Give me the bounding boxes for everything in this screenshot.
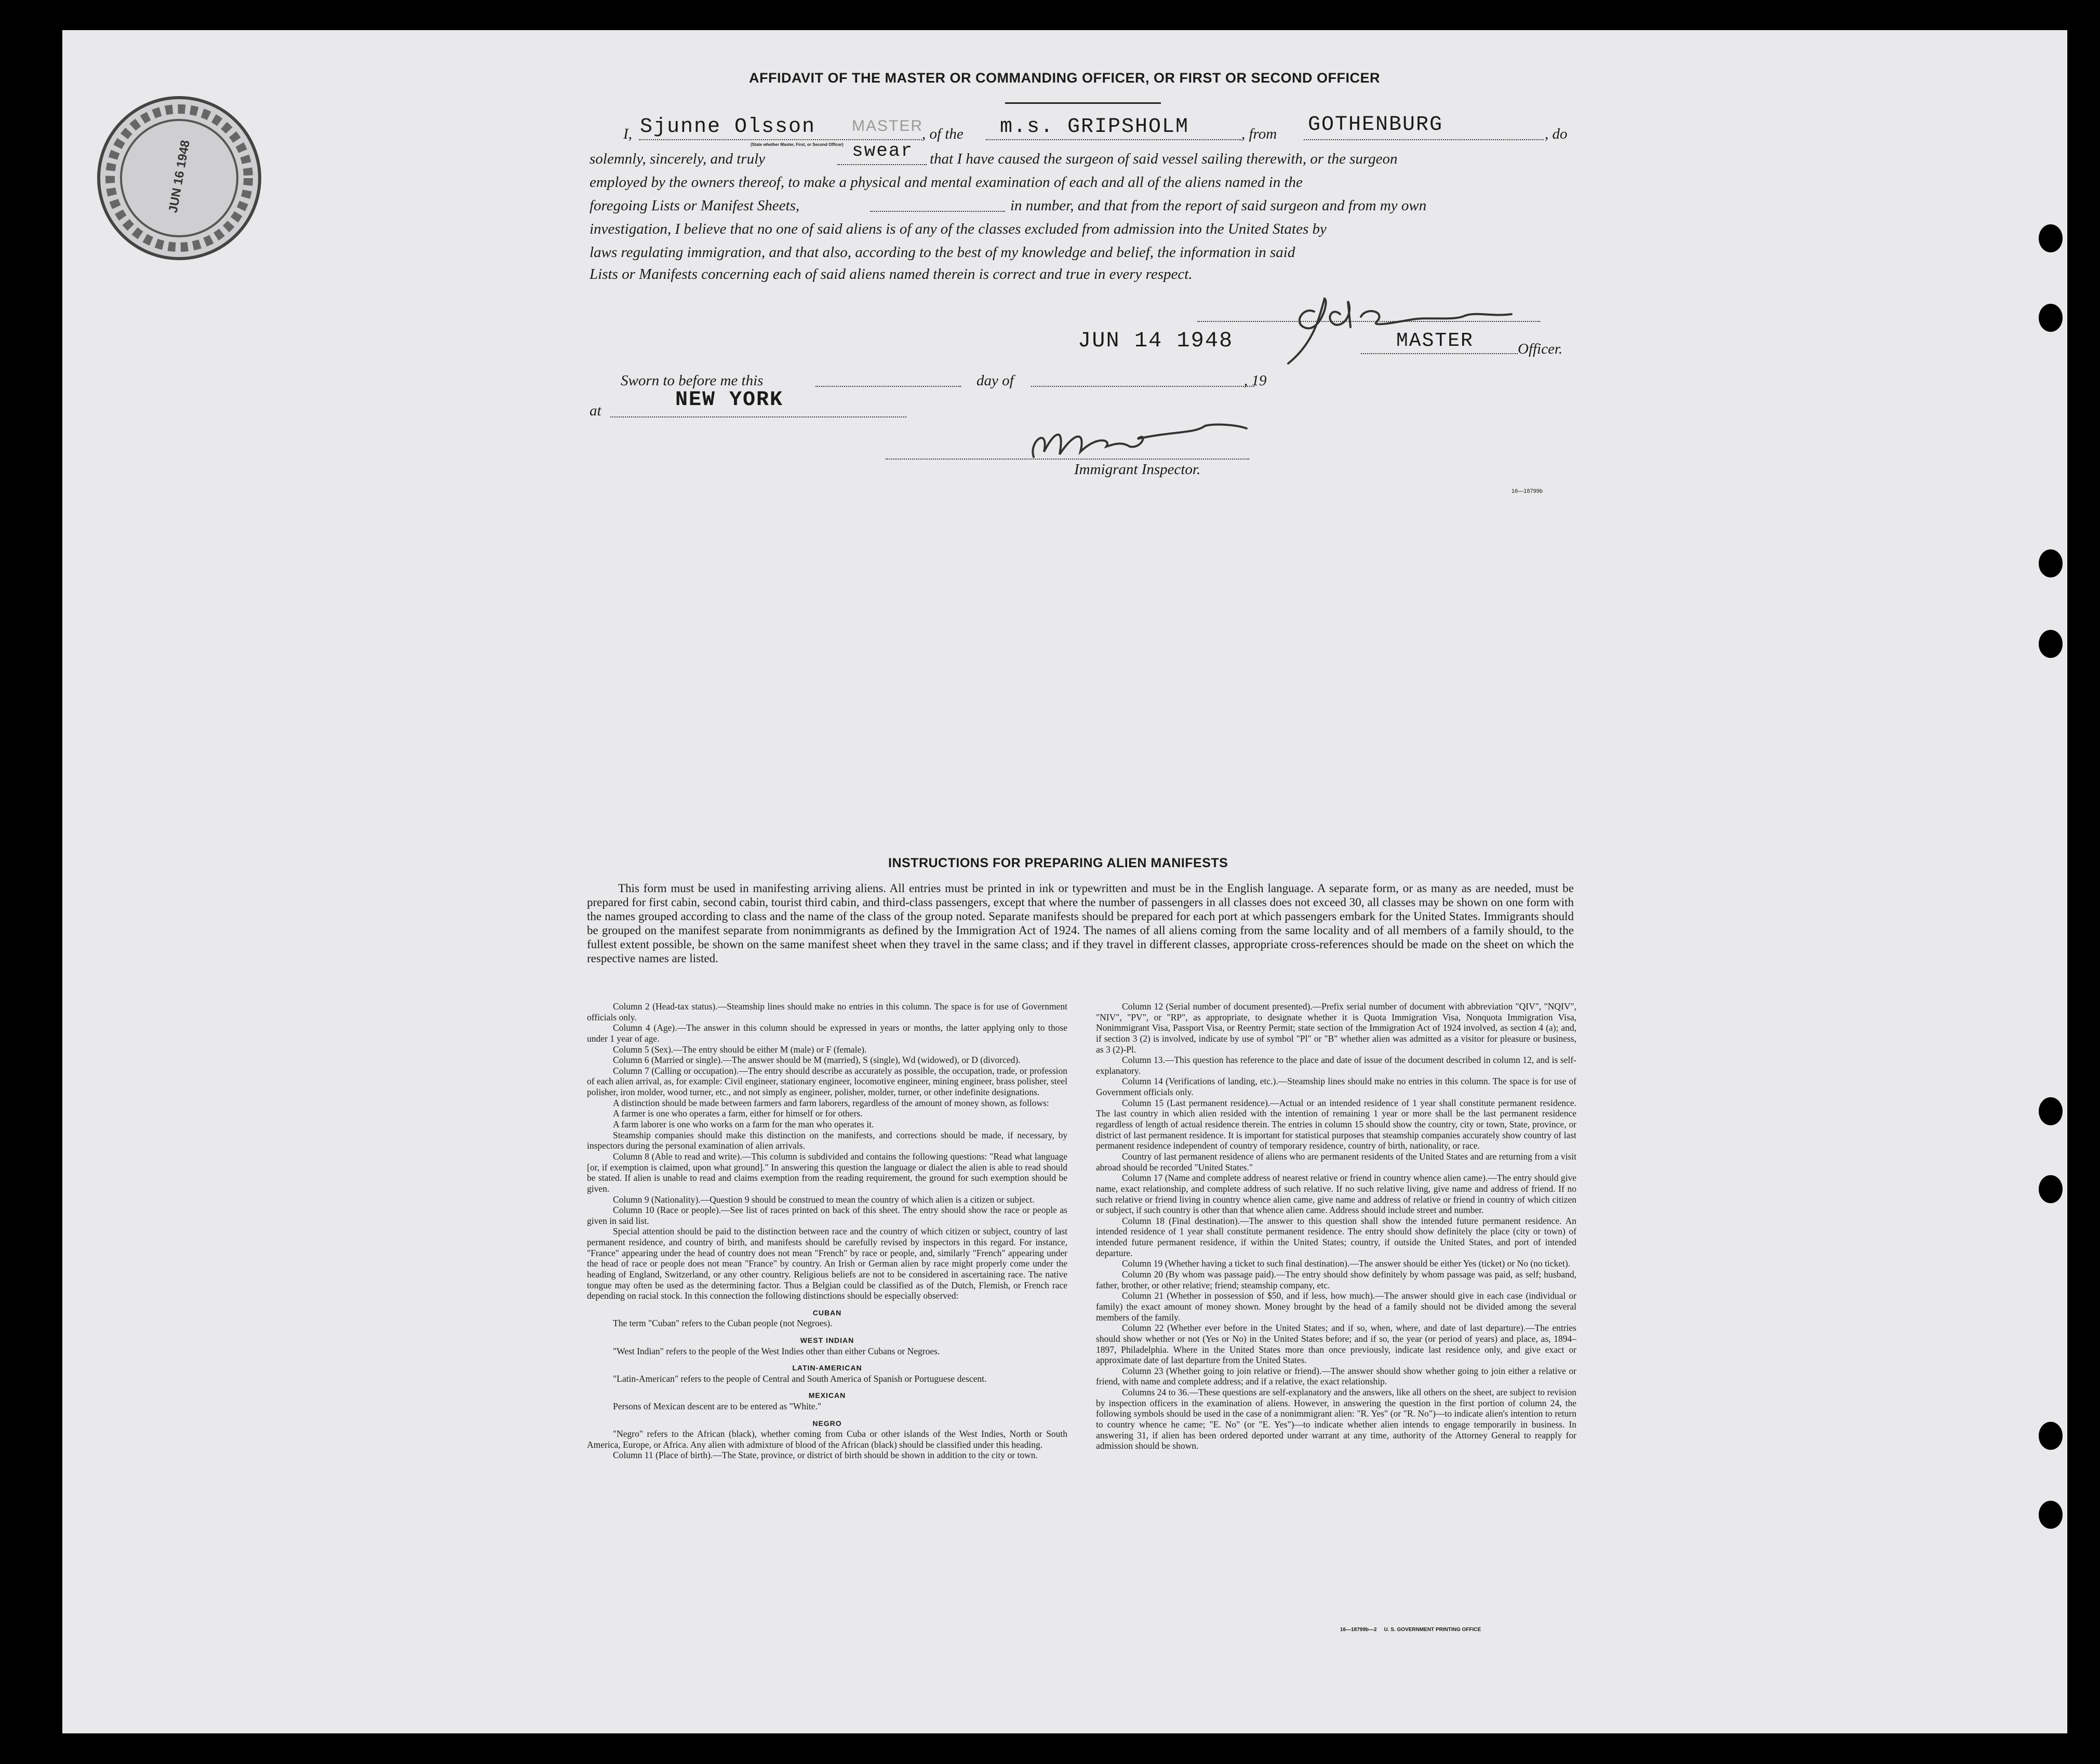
left-col-para: "Latin-American" refers to the people of Central and South America of Spanish or Portuguese descent. bbox=[613, 1373, 987, 1384]
left-col-para: Column 5 (Sex).—The entry should be either M (male) or F (female). bbox=[613, 1044, 867, 1055]
section-heading: WEST INDIAN bbox=[800, 1336, 854, 1345]
day-of-label: day of bbox=[977, 372, 1014, 389]
officer-suffix: Officer. bbox=[1518, 341, 1563, 357]
left-col-para: Column 10 (Race or people).—See list of races printed on back of this sheet. The entry should show the race or people as given in said list. bbox=[587, 1205, 1067, 1226]
rank-overprint: MASTER bbox=[852, 117, 924, 134]
punch-hole bbox=[2039, 1501, 2063, 1529]
section-heading: CUBAN bbox=[812, 1308, 842, 1317]
left-col-para: Column 2 (Head-tax status).—Steamship lines should make no entries in this column. The space is for use of Government officials only. bbox=[587, 1001, 1067, 1022]
left-col-para: Column 6 (Married or single).—The answer should be M (married), S (single), Wd (widowed), or D (divorced). bbox=[613, 1055, 1021, 1066]
form-number: 16—18799b bbox=[1512, 488, 1543, 494]
left-col-para: Steamship companies should make this distinction on the manifests, and corrections should be made, if necessary, by inspectors during the personal examination of alien arrivals. bbox=[587, 1129, 1067, 1151]
affidavit-line-1: that I have caused the surgeon of said vessel sailing therewith, or the surgeon bbox=[930, 151, 1398, 167]
instructions-title: INSTRUCTIONS FOR PREPARING ALIEN MANIFESTS bbox=[888, 856, 1228, 870]
punch-hole bbox=[2039, 1422, 2063, 1450]
right-col-para: Column 17 (Name and complete address of nearest relative or friend in country whence alien came).—The entry should give name, exact relationship, and complete address of such relative. If no such relative living, give name and address of friend. If no such relative or friend living in country whence alien came, give name and address of relative or friend in country of which citizen or subject, if such country is other than that whence alien came. Address should include street and number. bbox=[1096, 1173, 1576, 1216]
right-col-para: Country of last permanent residence of aliens who are permanent residents of the United States and are returning from a visit abroad should be recorded "United States." bbox=[1096, 1151, 1576, 1173]
right-col-para: Column 19 (Whether having a ticket to such final destination).—The answer should be either Yes (ticket) or No (no ticket). bbox=[1122, 1258, 1571, 1269]
affidavit-line-4: investigation, I believe that no one of said aliens is of any of the classes excluded from admission into the United States by bbox=[590, 221, 1327, 237]
receipt-stamp bbox=[93, 92, 265, 264]
affidavit-line-6: Lists or Manifests concerning each of said aliens named therein is correct and true in every respect. bbox=[590, 266, 1193, 282]
right-col-para: Column 22 (Whether ever before in the United States; and if so, when, where, and date of last departure).—The entries should show whether or not (Yes or No) in the United States before; and if so, the year (or period of years) and place, as, 1894–1897, Philadelphia. Where in the United States more than once previously, indicate last residence only, and give exact or approximate date of last departure from the United States. bbox=[1096, 1323, 1576, 1366]
punch-hole bbox=[2039, 630, 2063, 658]
left-col-para: Column 11 (Place of birth).—The State, province, or district of birth should be shown in addition to the city or town. bbox=[613, 1450, 1038, 1461]
right-col-para: Column 14 (Verifications of landing, etc.).—Steamship lines should make no entries in this column. The space is for use of Government officials only. bbox=[1096, 1076, 1576, 1098]
affidavit-line-5: laws regulating immigration, and that also, according to the best of my knowledge and belief, the information in said bbox=[590, 244, 1295, 261]
at-label: at bbox=[590, 402, 601, 419]
right-col-para: Column 20 (By whom was passage paid).—The entry should show definitely by whom passage was paid, as self; husband, father, brother, or other relative; friend; steamship company, etc. bbox=[1096, 1269, 1576, 1290]
punch-hole bbox=[2039, 549, 2063, 577]
right-col-para: Column 15 (Last permanent residence).—Actual or an intended residence of 1 year shall constitute permanent residence. The last country in which alien resided with the intention of remaining 1 year or more shall be the last permanent residence regardless of length of actual residence therein. The entries in column 15 should show the country, city or town, State, province, or district of last permanent residence. It is important for statistical purposes that steamship companies accurately show country of last permanent residence independent of country of temporary residence, country of birth, nationality, or race. bbox=[1096, 1097, 1576, 1151]
left-col-para: "Negro" refers to the African (black), whether coming from Cuba or other islands of the West Indies, North or South America, Europe, or Africa. Any alien with admixture of blood of the African (black) should be classified under this heading. bbox=[587, 1429, 1067, 1450]
right-col-para: Columns 24 to 36.—These questions are self-explanatory and the answers, like all others on the sheet, are subject to revision by inspection officers in the examination of aliens. However, in answering the question in the first portion of column 24, the following symbols should be used in the case of a nonimmigrant alien: "R. Yes" (or "R. No")—to indicate alien's intention to return to country whence he came; "E. No" (or "E. Yes")—to indicate whether alien intends to engage temporarily in business. In answering 31, if alien has been ordered deported under warrant at any time, authority of the Attorney General to reapply for admission should be shown. bbox=[1096, 1387, 1576, 1451]
oath-word: swear bbox=[852, 140, 914, 161]
title-rule bbox=[1005, 102, 1161, 104]
instructions-right-column bbox=[1096, 1001, 1576, 1451]
right-col-para: Column 13.—This question has reference to the place and date of issue of the document described in column 12, and is self-explanatory. bbox=[1096, 1055, 1576, 1076]
port-name: GOTHENBURG bbox=[1308, 113, 1443, 137]
officer-name: Sjunne Olsson bbox=[640, 115, 816, 139]
section-heading: LATIN-AMERICAN bbox=[792, 1364, 862, 1372]
stamp-date: JUN 16 1948 bbox=[166, 139, 193, 214]
section-heading: MEXICAN bbox=[808, 1391, 846, 1400]
inspector-label: Immigrant Inspector. bbox=[1074, 461, 1201, 478]
left-col-para: "West Indian" refers to the people of the West Indies other than either Cubans or Negroes. bbox=[613, 1345, 940, 1356]
left-col-para: Column 7 (Calling or occupation).—The entry should describe as accurately as possible, the occupation, trade, or profession of each alien arrival, as, for example: Civil engineer, stationary engineer, locomotive engineer, mining engineer, brass polisher, steel polisher, iron molder, wood turner, etc., and not simply as engineer, polisher, molder, turner, or other indefinite designations. bbox=[587, 1065, 1067, 1098]
instructions-intro: This form must be used in manifesting arriving aliens. All entries must be printed in ink or typewritten and must be in the English language. A separate form, or as many as are needed, must be prepared for first cabin, second cabin, tourist third cabin, and third-class passengers, except that where the number of passengers in all classes does not exceed 30, all classes may be shown on one form with the names grouped according to class and the name of the class of the group noted. Separate manifests should be prepared for each port at which passengers embark for the United States. Immigrants should be grouped on the manifest separate from nonimmigrants as defined by the Immigration Act of 1924. The names of all aliens coming from the same locality and of all members of a family should, to the fullest extent possible, be shown on the same manifest sheet when they travel in the same class; and if they travel in different classes, appropriate cross-references should be made on the sheet on which the respective names are listed. bbox=[587, 882, 1574, 965]
do-label: , do bbox=[1545, 126, 1568, 142]
right-col-para: Column 12 (Serial number of document presented).—Prefix serial number of document with abbreviation "QIV", "NQIV", "NIV", "PV", or "RP", as appropriate, to designate whether it is Quota Immigration Visa, Nonquota Immigration Visa, Nonimmigrant Visa, Passport Visa, or Reentry Permit; state section of the Immigration Act of 1924 involved, as section 4 (a); and, if section 3 (2) is involved, indicate by use of symbol "Pl" or "B" whether alien was admitted as a visitor for pleasure or business, as 3 (2)-Pl. bbox=[1096, 1001, 1576, 1055]
affidavit-line-3b: in number, and that from the report of said surgeon and from my own bbox=[1010, 197, 1427, 214]
right-col-para: Column 21 (Whether in possession of $50, and if less, how much).—The answer should give in each case (individual or family) the exact amount of money shown. Money brought by the head of a family should not be divided among the several members of the family. bbox=[1096, 1290, 1576, 1323]
right-col-para: Column 23 (Whether going to join relative or friend).—The answer should show whether going to join either a relative or friend, with name and complete address; and if a relative, the exact relationship. bbox=[1096, 1365, 1576, 1387]
i-prefix: I, bbox=[623, 126, 632, 142]
left-col-para: Persons of Mexican descent are to be entered as "White." bbox=[613, 1401, 822, 1411]
inspector-rule bbox=[886, 459, 1249, 460]
right-col-para: Column 18 (Final destination).—The answer to this question shall show the intended future permanent residence. An intended residence of 1 year shall constitute permanent residence. The entry should show definitely the place (city or town) of intended future permanent residence, if within the United States; country, if outside the United States, and port of intended departure. bbox=[1096, 1215, 1576, 1258]
place-name: NEW YORK bbox=[675, 388, 784, 412]
punch-hole bbox=[2039, 1097, 2063, 1125]
from-label: , from bbox=[1241, 126, 1277, 142]
signature-rule bbox=[1197, 321, 1540, 322]
rank-instruction: (State whether Master, First, or Second Officer) bbox=[751, 142, 844, 147]
left-col-para: Special attention should be paid to the distinction between race and the country of which citizen or subject, country of last permanent residence, and country of birth, and manifests should be carefully revised by inspectors in this regard. For instance, "France" appearing under the head of country does not mean "French" by race or people, and, similarly "French" appearing under the head of race or people does not mean "France" by country. An Irish or German alien by race might properly come under the heading of England, Switzerland, or any other country. Religious beliefs are not to be considered in ascertaining race. The native tongue may often be used as the determining factor. Thus a Belgian could be classified as of the Dutch, Flemish, or French race depending on racial stock. In this connection the following distinctions should be especially observed: bbox=[587, 1226, 1067, 1301]
left-col-para: Column 9 (Nationality).—Question 9 should be construed to mean the country of which alien is a citizen or subject. bbox=[613, 1194, 1035, 1205]
signer-rank: MASTER bbox=[1396, 330, 1474, 352]
year-prefix: , 19 bbox=[1244, 372, 1267, 389]
solemnly-text: solemnly, sincerely, and truly bbox=[590, 151, 766, 167]
punch-hole bbox=[2039, 224, 2063, 252]
of-the-label: , of the bbox=[922, 126, 964, 142]
sworn-label: Sworn to before me this bbox=[621, 372, 764, 389]
left-col-para: A farmer is one who operates a farm, either for himself or for others. bbox=[613, 1108, 863, 1119]
left-col-para: A farm laborer is one who works on a farm for the man who operates it. bbox=[613, 1119, 874, 1130]
left-col-para: The term "Cuban" refers to the Cuban people (not Negroes). bbox=[613, 1318, 833, 1329]
punch-hole bbox=[2039, 304, 2063, 332]
left-col-para: Column 4 (Age).—The answer in this column should be expressed in years or months, the latter applying only to those under 1 year of age. bbox=[587, 1022, 1067, 1044]
left-col-para: A distinction should be made between farmers and farm laborers, regardless of the amount of money shown, as follows: bbox=[613, 1097, 1049, 1108]
affidavit-title: AFFIDAVIT OF THE MASTER OR COMMANDING OFFICER, OR FIRST OR SECOND OFFICER bbox=[749, 70, 1380, 86]
left-col-para: Column 8 (Able to read and write).—This column is subdivided and contains the following questions: "Read what language [or, if exemption is claimed, upon what ground]." In answering this question the language or dialect the alien is able to read should be stated. If alien is unable to read and claims exemption from the reading requirement, the ground for such exemption should be given. bbox=[587, 1151, 1067, 1194]
instructions-left-column bbox=[587, 1001, 1067, 1461]
vessel-name: m.s. GRIPSHOLM bbox=[1000, 115, 1189, 139]
punch-hole bbox=[2039, 1175, 2063, 1203]
affidavit-line-2: employed by the owners thereof, to make a physical and mental examination of each and all of the aliens named in the bbox=[590, 174, 1303, 191]
section-heading: NEGRO bbox=[812, 1419, 842, 1428]
date-stamp: JUN 14 1948 bbox=[1078, 328, 1234, 353]
affidavit-line-3a: foregoing Lists or Manifest Sheets, bbox=[590, 197, 800, 214]
printing-office-footer: 16—18799b—2 U. S. GOVERNMENT PRINTING OFFICE bbox=[1340, 1627, 1481, 1633]
